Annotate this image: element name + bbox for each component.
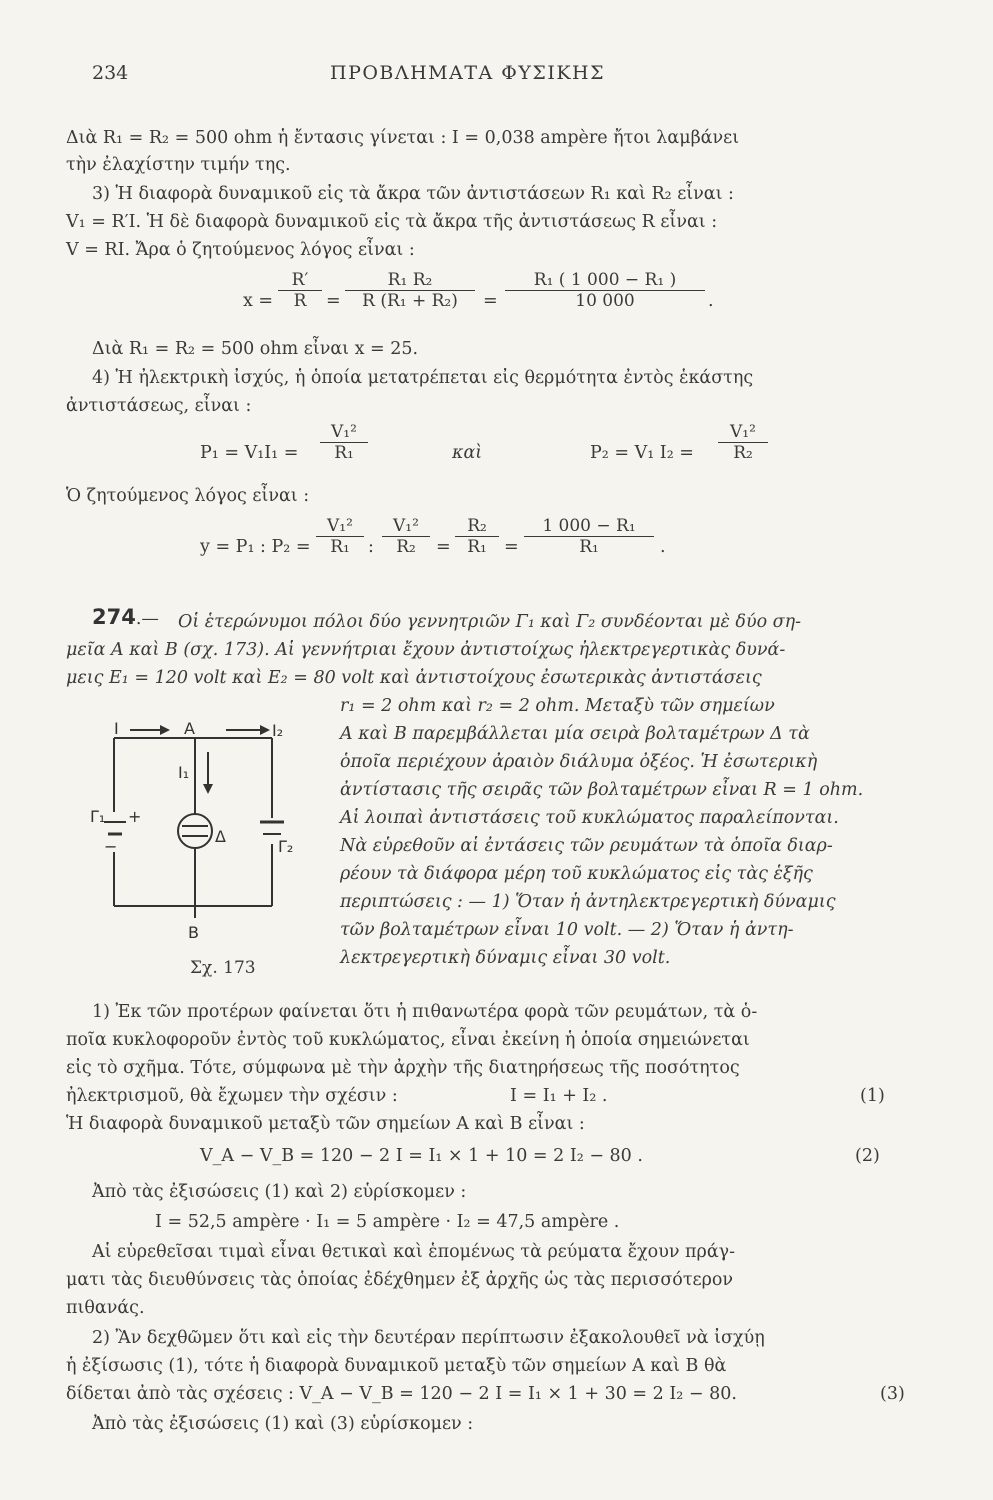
equation-number: (3) (880, 1384, 905, 1404)
equation-text: I = 52,5 ampère · I₁ = 5 ampère · I₂ = 47,5 ampère . (155, 1212, 620, 1232)
numerator: R₁ R₂ (345, 270, 475, 291)
problem-line: μεῖα Α καὶ Β (σχ. 173). Αἱ γεννήτριαι ἔχουν ἀντιστοίχως ἠλεκτρεγερτικὰς δυνά- (66, 640, 786, 660)
problem-line: περιπτώσεις : — 1) Ὅταν ἡ ἀντηλεκτρεγερτικὴ δύναμις (340, 892, 836, 912)
numerator: V₁² (316, 516, 364, 537)
equation-text: . (708, 291, 714, 311)
fraction (524, 516, 654, 557)
page-number: 234 (92, 62, 129, 84)
label-delta: Δ (215, 827, 226, 846)
label-G2: Γ₂ (278, 837, 294, 856)
label-B: B (188, 923, 199, 942)
equation-text: V_A − V_B = 120 − 2 I = I₁ × 1 + 10 = 2 I₂ − 80 . (200, 1146, 643, 1166)
equation-text: : (368, 537, 374, 557)
label-G1: Γ₁ (90, 807, 106, 826)
text-line: Ἀπὸ τὰς ἐξισώσεις (1) καὶ 2) εὑρίσκομεν : (92, 1182, 467, 1202)
equation-text: P₁ = V₁I₁ = (200, 443, 299, 463)
problem-line: λεκτρεγερτικὴ δύναμις εἶναι 30 volt. (340, 948, 671, 968)
fraction (505, 270, 705, 311)
text-line: ποῖα κυκλοφοροῦν ἐντὸς τοῦ κυκλώματος, εἶναι ἐκείνη ἡ ὁποία σημειώνεται (66, 1030, 750, 1050)
label-I1: I₁ (178, 763, 190, 782)
fraction (382, 516, 430, 557)
text-line: Ἡ διαφορὰ δυναμικοῦ μεταξὺ τῶν σημείων Α καὶ Β εἶναι : (66, 1114, 585, 1134)
text-line: 1) Ἐκ τῶν προτέρων φαίνεται ὅτι ἡ πιθανωτέρα φορὰ τῶν ρευμάτων, τὰ ὁ- (92, 1002, 758, 1022)
problem-dash: .— (135, 609, 159, 629)
numerator: R₂ (455, 516, 499, 537)
problem-line: τῶν βολταμέτρων εἶναι 10 volt. — 2) Ὅταν ἡ ἀντη- (340, 920, 794, 940)
arrow-I2-head (260, 725, 270, 735)
text-line: Διὰ R₁ = R₂ = 500 ohm ἡ ἔντασις γίνεται : I = 0,038 ampère ἤτοι λαμβάνει (66, 128, 740, 148)
text-line: 3) Ἡ διαφορὰ δυναμικοῦ εἰς τὰ ἄκρα τῶν ἀντιστάσεων R₁ καὶ R₂ εἶναι : (92, 184, 734, 204)
problem-line: ἀντίστασις τῆς σειρᾶς τῶν βολταμέτρων εἶναι R = 1 ohm. (340, 780, 864, 800)
text-line: V₁ = R′I. Ἡ δὲ διαφορὰ δυναμικοῦ εἰς τὰ ἄκρα τῆς ἀντιστάσεως R εἶναι : (66, 212, 718, 232)
fraction (455, 516, 499, 557)
text-line: ἡ ἐξίσωσις (1), τότε ἡ διαφορὰ δυναμικοῦ μεταξὺ τῶν σημείων Α καὶ Β θὰ (66, 1356, 727, 1376)
equation-text: . (660, 537, 666, 557)
text-line: 2) Ἂν δεχθῶμεν ὅτι καὶ εἰς τὴν δευτέραν περίπτωσιν ἐξακολουθεῖ νὰ ἰσχύῃ (92, 1328, 765, 1348)
label-I: I (114, 719, 119, 738)
circuit-diagram (90, 719, 310, 980)
problem-line: Α καὶ Β παρεμβάλλεται μία σειρὰ βολταμέτρων Δ τὰ (340, 724, 810, 744)
denominator: R₁ (467, 537, 487, 557)
problem-line: Νὰ εὑρεθοῦν αἱ ἐντάσεις τῶν ρευμάτων τὰ ὁποῖα διαρ- (340, 836, 833, 856)
figure-caption: Σχ. 173 (190, 958, 256, 978)
denominator: R₂ (733, 443, 753, 463)
numerator: V₁² (320, 422, 368, 443)
text-line: τὴν ἐλαχίστην τιμήν της. (66, 155, 291, 175)
text-line: Διὰ R₁ = R₂ = 500 ohm εἶναι x = 25. (92, 339, 419, 359)
text-line: Ἀπὸ τὰς ἐξισώσεις (1) καὶ (3) εὑρίσκομεν : (92, 1414, 474, 1434)
text-line: ματι τὰς διευθύνσεις τὰς ὁποίας ἐδέχθημεν ἐξ ἀρχῆς ὡς τὰς περισσότερον (66, 1270, 734, 1290)
problem-line: μεις E₁ = 120 volt καὶ E₂ = 80 volt καὶ ἀντιστοίχους ἐσωτερικὰς ἀντιστάσεις (66, 668, 762, 688)
equation-text: καὶ (452, 443, 483, 463)
fraction (718, 422, 768, 463)
text-line: εἰς τὸ σχῆμα. Τότε, σύμφωνα μὲ τὴν ἀρχὴν τῆς διατηρήσεως τῆς ποσότητος (66, 1058, 740, 1078)
equation-number: (2) (855, 1146, 880, 1166)
text-line: V = RI. Ἄρα ὁ ζητούμενος λόγος εἶναι : (66, 240, 415, 260)
problem-line: ὁποῖα περιέχουν ἀραιὸν διάλυμα ὀξέος. Ἡ ἐσωτερικὴ (340, 752, 818, 772)
problem-line: Αἱ λοιπαὶ ἀντιστάσεις τοῦ κυκλώματος παραλείπονται. (340, 808, 839, 828)
denominator: R₂ (396, 537, 416, 557)
problem-line: r₁ = 2 ohm καὶ r₂ = 2 ohm. Μεταξὺ τῶν σημείων (340, 696, 775, 716)
text-line: Αἱ εὑρεθεῖσαι τιμαὶ εἶναι θετικαὶ καὶ ἑπομένως τὰ ρεύματα ἔχουν πράγ- (92, 1242, 736, 1262)
equation-text: = (326, 291, 341, 311)
text-line: ἀντιστάσεως, εἶναι : (66, 396, 252, 416)
equation-text: I = I₁ + I₂ . (510, 1086, 608, 1106)
denominator: R₁ (334, 443, 354, 463)
denominator: 10 000 (575, 291, 635, 311)
text-line: ἠλεκτρισμοῦ, θὰ ἔχωμεν τὴν σχέσιν : (66, 1086, 398, 1106)
fraction (320, 422, 368, 463)
problem-line: ρέουν τὰ διάφορα μέρη τοῦ κυκλώματος εἰς τὰς ἑξῆς (340, 864, 813, 884)
denominator: R (293, 291, 307, 311)
text-line: δίδεται ἀπὸ τὰς σχέσεις : V_A − V_B = 120 − 2 I = I₁ × 1 + 30 = 2 I₂ − 80. (66, 1384, 737, 1404)
equation-text: P₂ = V₁ I₂ = (590, 443, 694, 463)
voltameter-symbol (178, 814, 212, 848)
numerator: 1 000 − R₁ (524, 516, 654, 537)
denominator: R₁ (579, 537, 599, 557)
text-line: πιθανάς. (66, 1298, 145, 1318)
equation-text: = (483, 291, 498, 311)
label-A: A (184, 719, 195, 738)
fraction (316, 516, 364, 557)
label-plus: + (128, 807, 142, 826)
equation-text: y = P₁ : P₂ = (200, 537, 311, 557)
text-line: 4) Ἡ ἠλεκτρικὴ ἰσχύς, ἡ ὁποία μετατρέπεται εἰς θερμότητα ἐντὸς ἑκάστης (92, 368, 754, 388)
label-minus: − (104, 837, 118, 856)
problem-number: 274 (92, 605, 136, 629)
equation-text: = (504, 537, 519, 557)
arrow-I1-head (203, 784, 213, 794)
fraction (345, 270, 475, 311)
running-title: ΠΡΟΒΛΗΜΑΤΑ ΦΥΣΙΚΗΣ (330, 62, 606, 84)
text-line: Ὁ ζητούμενος λόγος εἶναι : (66, 486, 310, 506)
label-I2: I₂ (272, 721, 284, 740)
numerator: R′ (278, 270, 322, 291)
denominator: R (R₁ + R₂) (362, 291, 458, 311)
problem-line: Οἱ ἑτερώνυμοι πόλοι δύο γεννητριῶν Γ₁ καὶ Γ₂ συνδέονται μὲ δύο ση- (178, 612, 802, 632)
denominator: R₁ (330, 537, 350, 557)
equation-text: = (436, 537, 451, 557)
problem-heading (92, 605, 159, 631)
numerator: R₁ ( 1 000 − R₁ ) (505, 270, 705, 291)
equation-number: (1) (860, 1086, 885, 1106)
numerator: V₁² (718, 422, 768, 443)
numerator: V₁² (382, 516, 430, 537)
equation-text: x = (243, 291, 274, 311)
fraction (278, 270, 322, 311)
arrow-I-head (160, 725, 170, 735)
